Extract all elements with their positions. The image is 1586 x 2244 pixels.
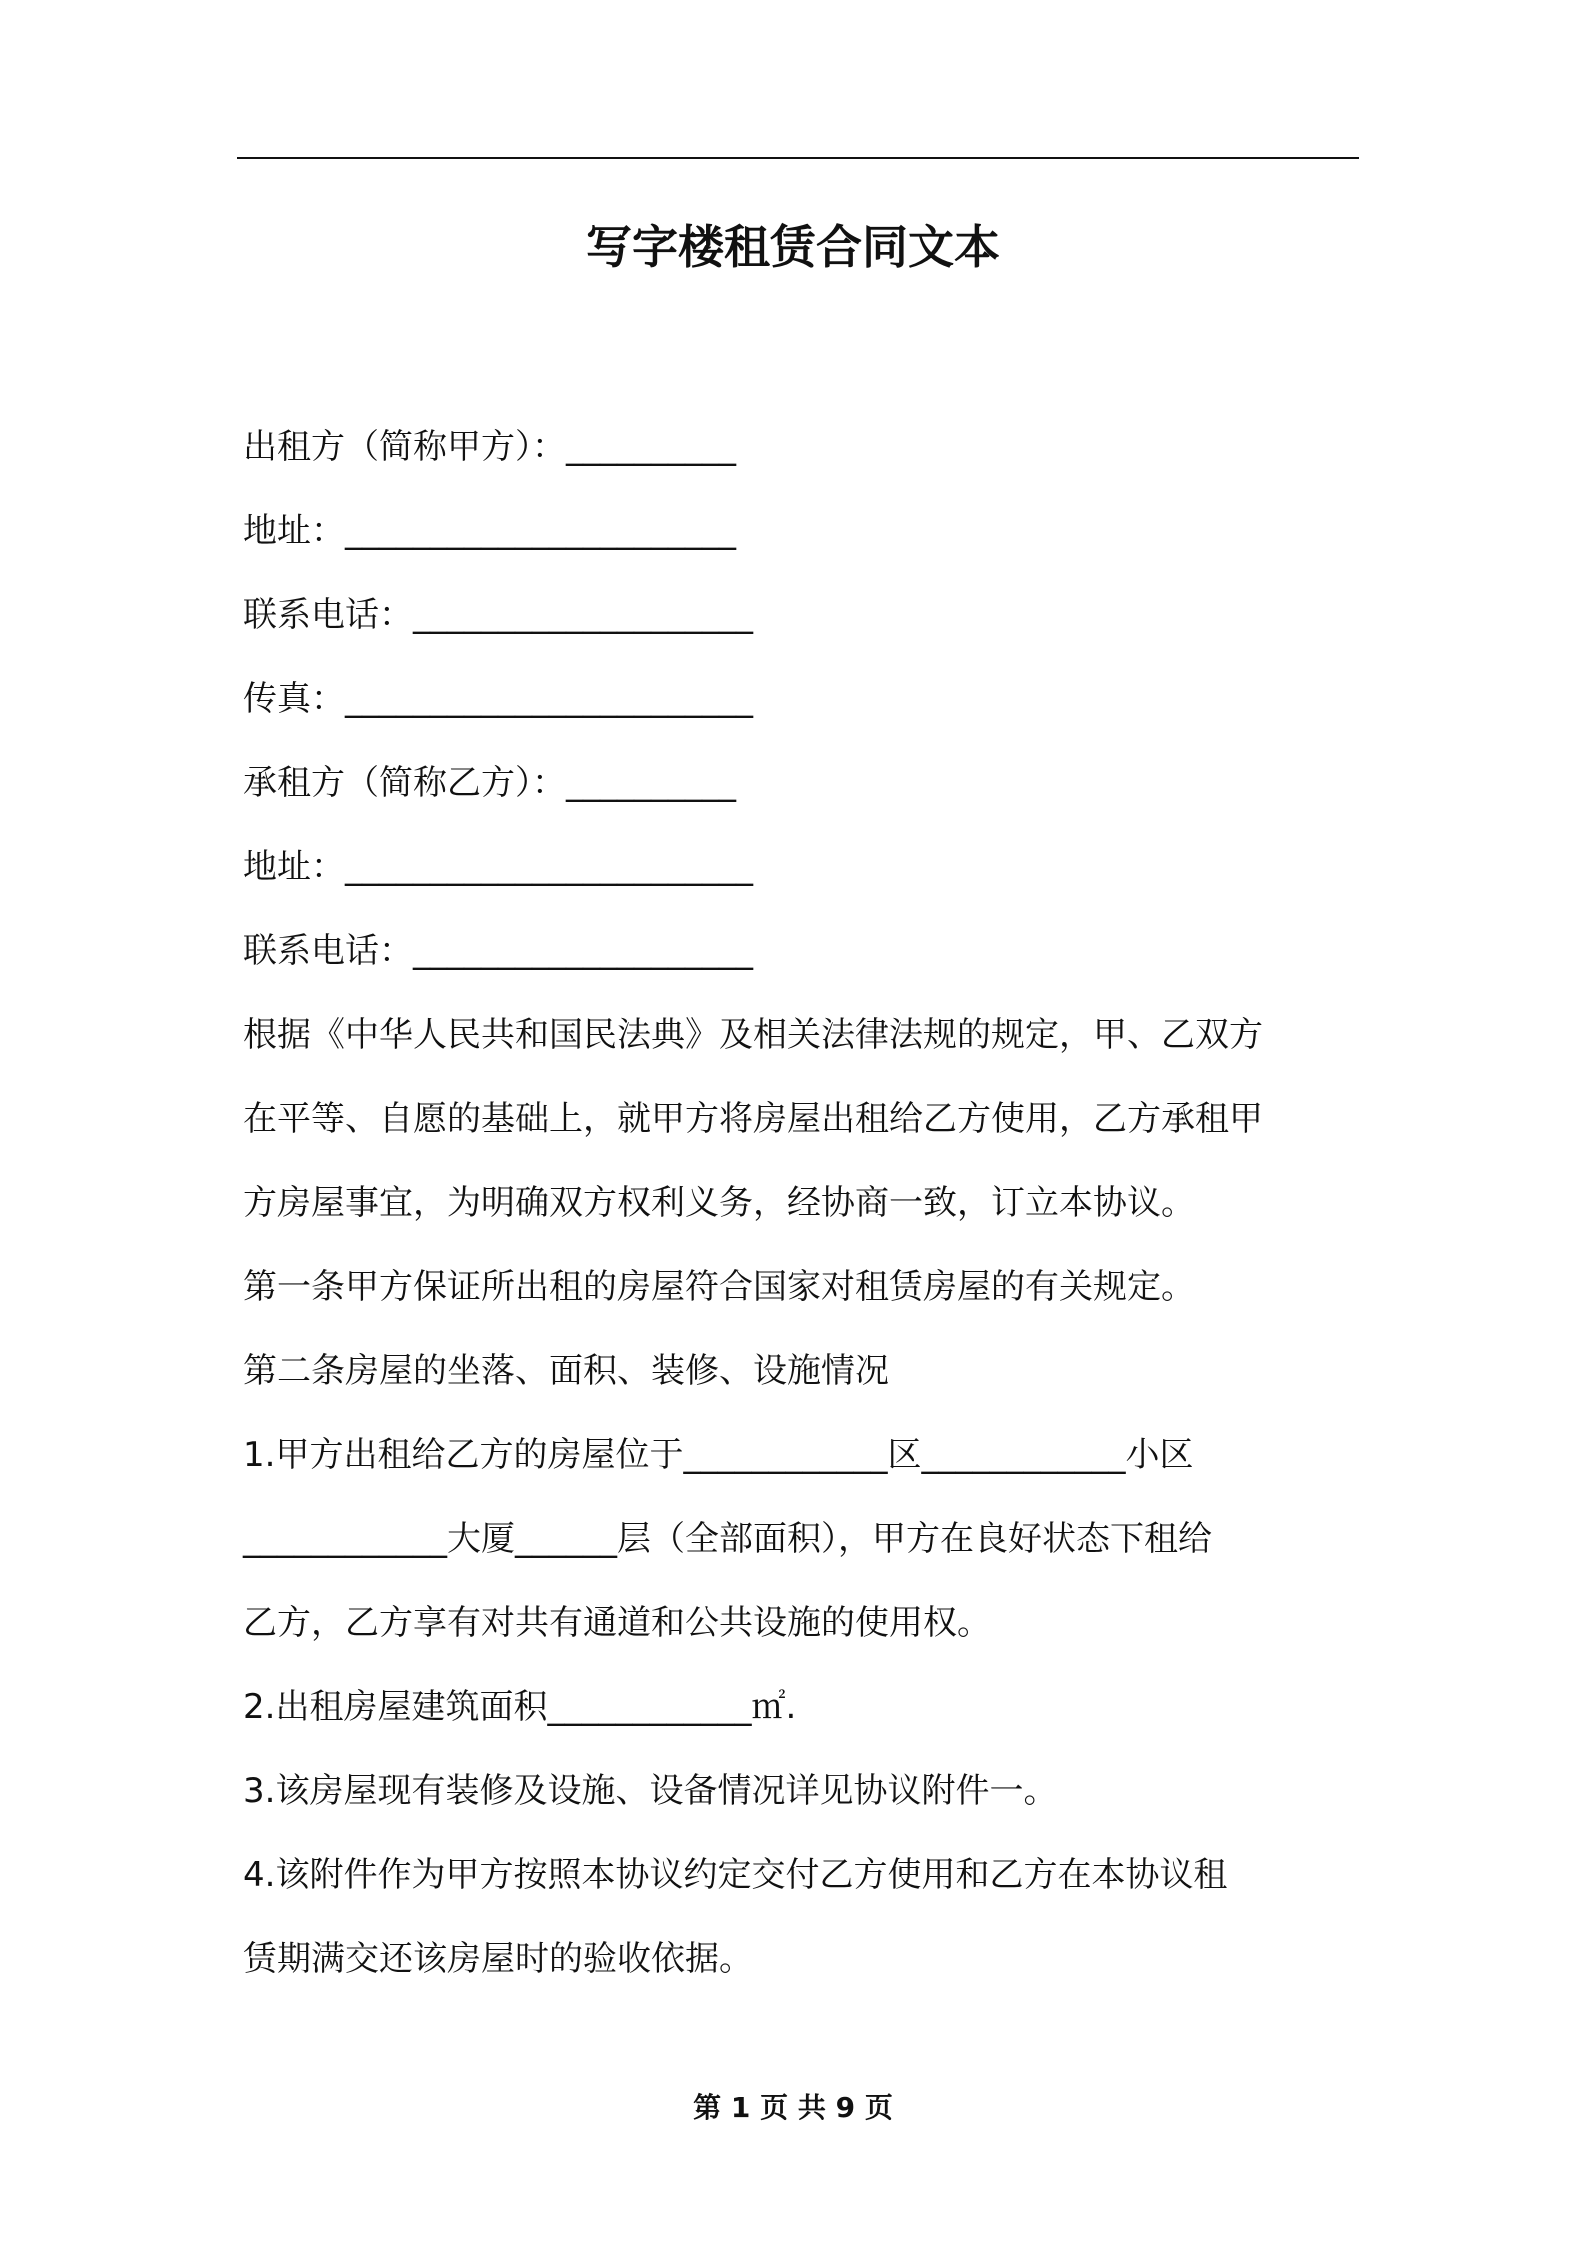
page-footer: 第 1 页 共 9 页 <box>693 2091 893 2124</box>
article-1: 第一条甲方保证所出租的房屋符合国家对租赁房屋的有关规定。 <box>243 1267 1195 1307</box>
preamble-line-2: 在平等、自愿的基础上，就甲方将房屋出租给乙方使用，乙方承租甲 <box>243 1099 1263 1139</box>
clause-1-line-3: 乙方，乙方享有对共有通道和公共设施的使用权。 <box>243 1603 991 1643</box>
preamble-line-3: 方房屋事宜，为明确双方权利义务，经协商一致，订立本协议。 <box>243 1183 1195 1223</box>
preamble-line-1: 根据《中华人民共和国民法典》及相关法律法规的规定，甲、乙双方 <box>243 1015 1263 1055</box>
header-rule <box>237 157 1359 159</box>
clause-1-line-1: 1.甲方出租给乙方的房屋位于____________区____________小区 <box>243 1435 1194 1475</box>
contract-body <box>243 405 1363 2001</box>
clause-3: 3.该房屋现有装修及设施、设备情况详见协议附件一。 <box>243 1771 1058 1811</box>
lessor-line: 出租方（简称甲方）：__________ <box>243 427 736 467</box>
lessor-address-line: 地址：_______________________ <box>243 511 736 551</box>
article-2-heading: 第二条房屋的坐落、面积、装修、设施情况 <box>243 1351 889 1391</box>
lessee-line: 承租方（简称乙方）：__________ <box>243 763 736 803</box>
clause-2: 2.出租房屋建筑面积____________㎡. <box>243 1687 797 1727</box>
lessor-fax-line: 传真：________________________ <box>243 679 753 719</box>
clause-4-line-1: 4.该附件作为甲方按照本协议约定交付乙方使用和乙方在本协议租 <box>243 1855 1228 1895</box>
lessor-phone-line: 联系电话：____________________ <box>243 595 753 635</box>
clause-4-line-2: 赁期满交还该房屋时的验收依据。 <box>243 1939 753 1979</box>
clause-1-line-2: ____________大厦______层（全部面积），甲方在良好状态下租给 <box>243 1519 1212 1559</box>
lessee-phone-line: 联系电话：____________________ <box>243 931 753 971</box>
document-title: 写字楼租赁合同文本 <box>586 220 1000 274</box>
lessee-address-line: 地址：________________________ <box>243 847 753 887</box>
